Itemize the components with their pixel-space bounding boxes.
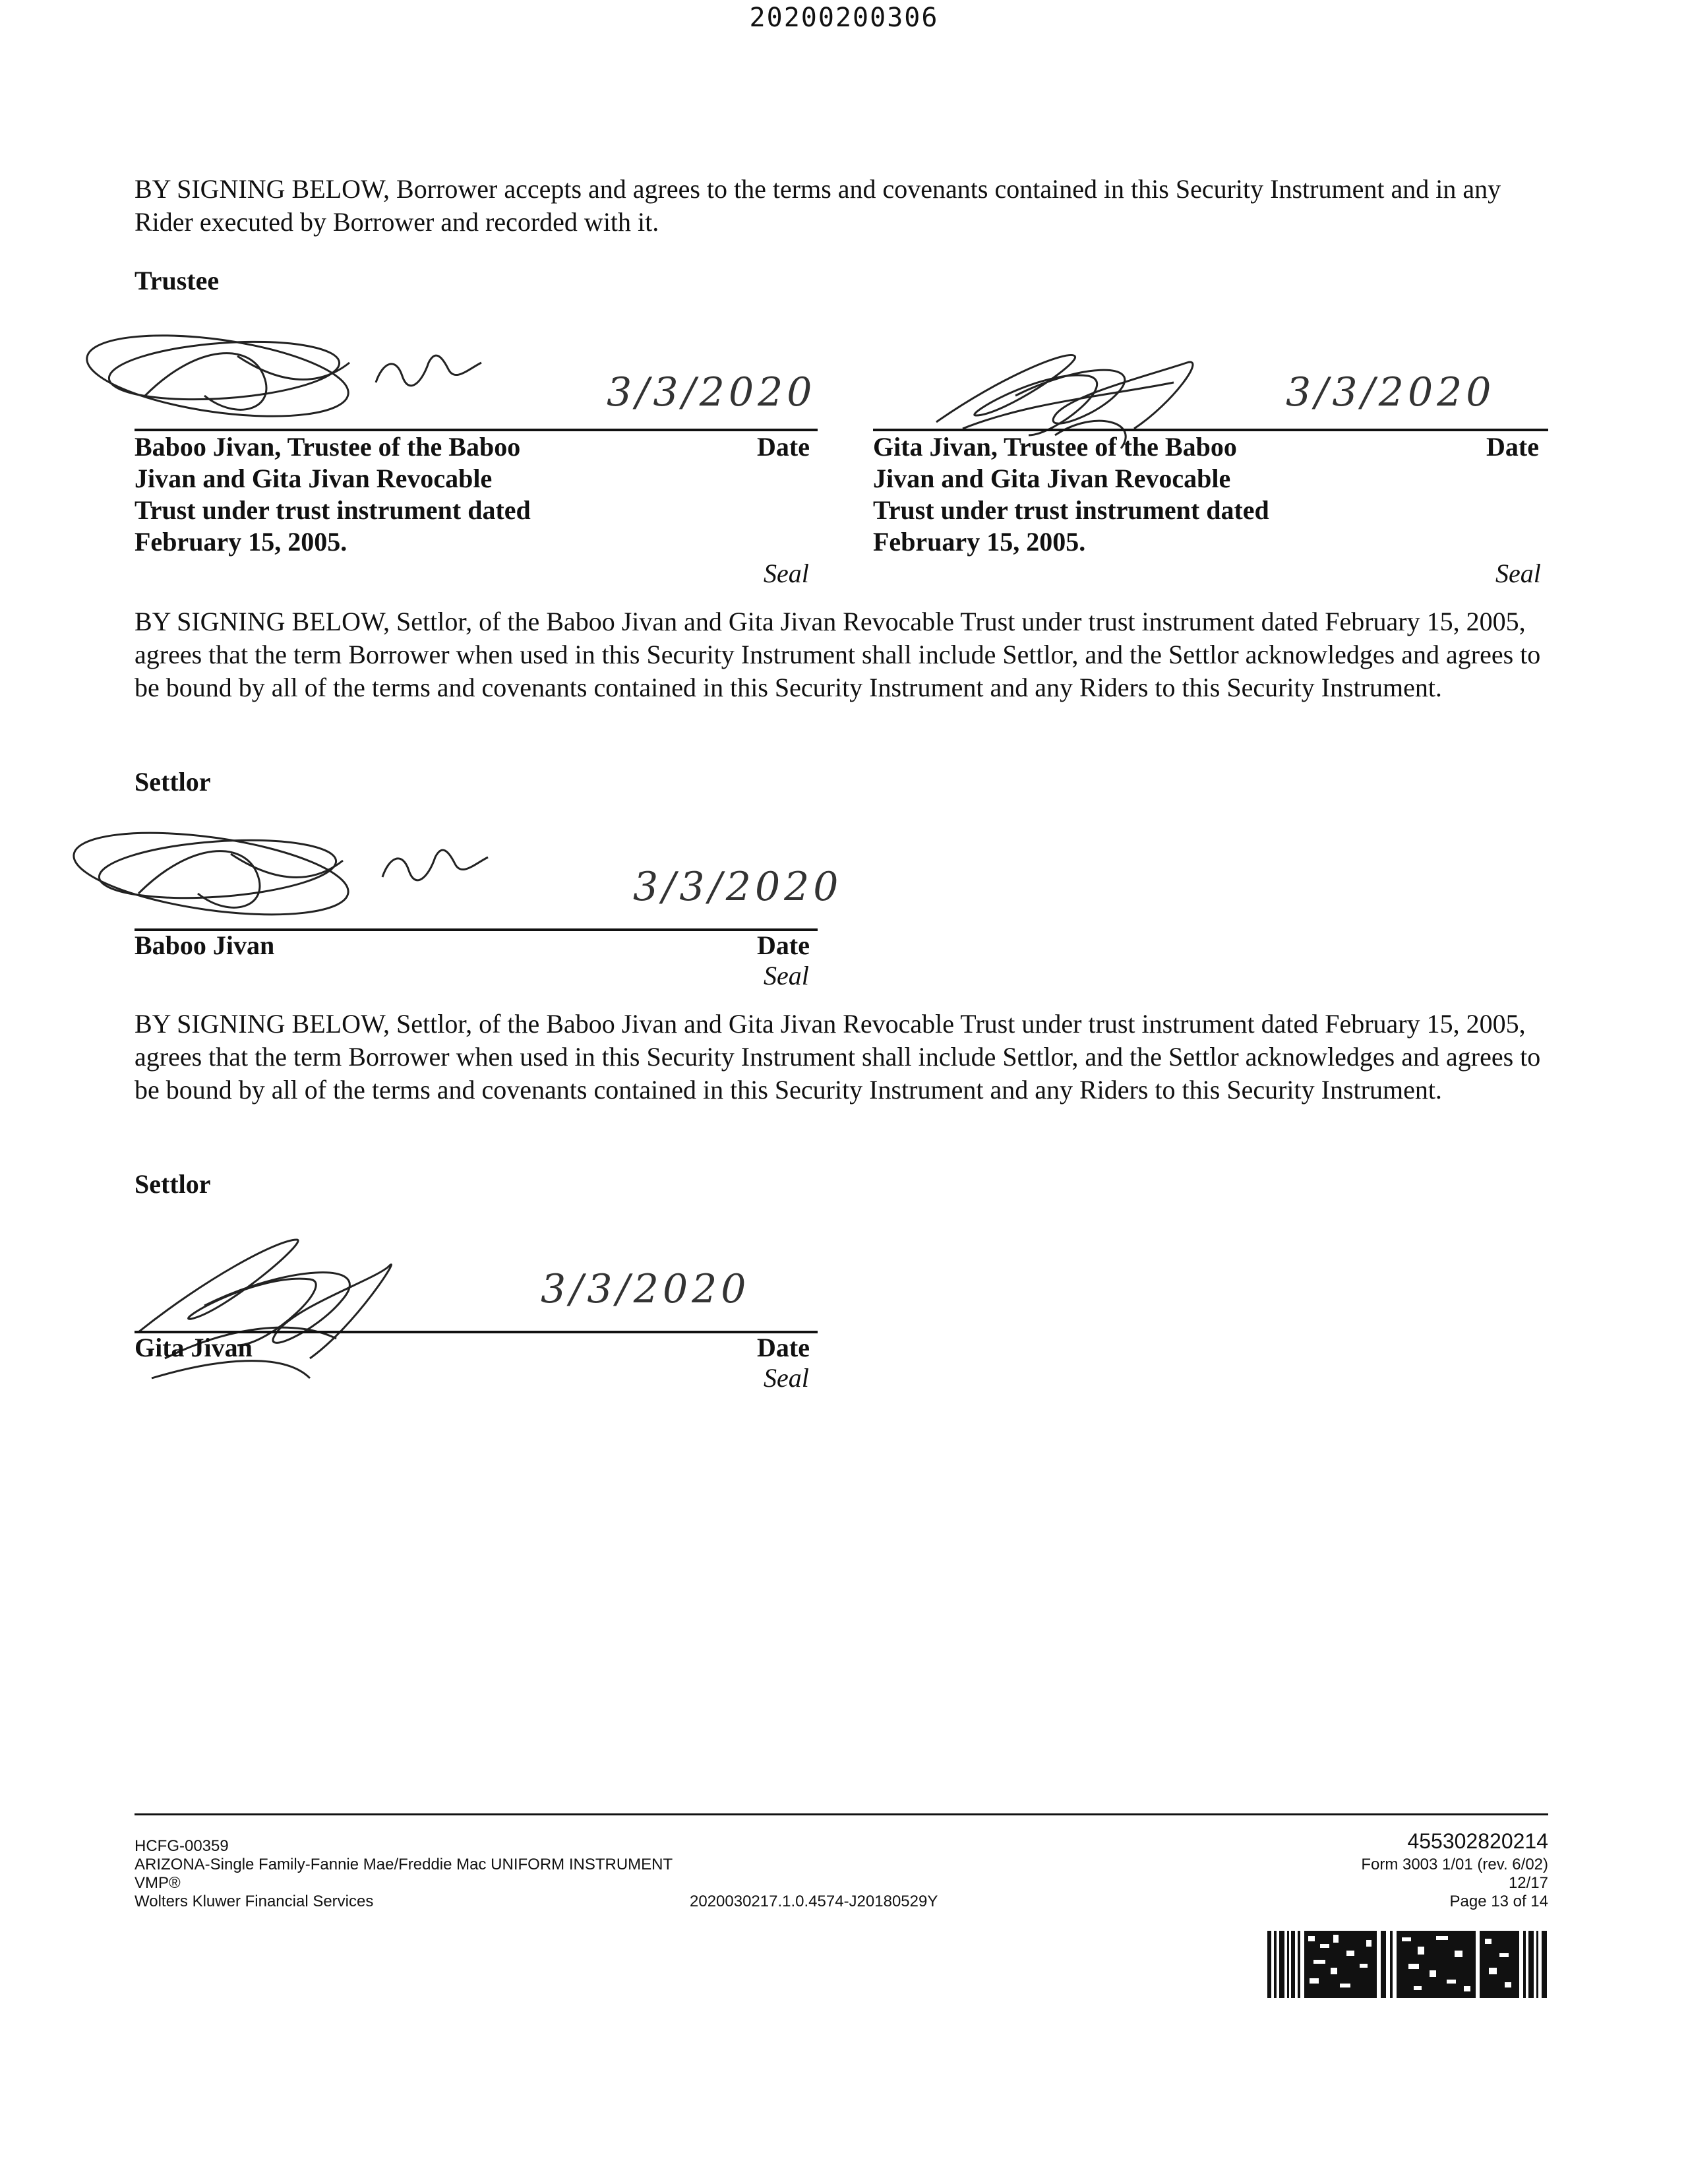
- handwritten-date-settlor-2: 3/3/2020: [541, 1266, 750, 1312]
- signer-name-line: February 15, 2005.: [135, 527, 347, 557]
- signer-name-line: Trust under trust instrument dated: [873, 495, 1269, 525]
- trustee-heading: Trustee: [135, 266, 220, 295]
- seal-label-settlor-1: Seal: [764, 961, 809, 990]
- signer-name-line: February 15, 2005.: [873, 527, 1086, 557]
- footer-doc-code: 2020030217.1.0.4574-J20180529Y: [690, 1893, 938, 1910]
- signer-name-line: Trust under trust instrument dated: [135, 495, 531, 525]
- settlor-heading-2: Settlor: [135, 1169, 211, 1199]
- date-label-trustee-1: Date: [757, 432, 810, 462]
- seal-label-trustee-1: Seal: [764, 559, 809, 588]
- signer-name-line: Baboo Jivan, Trustee of the Baboo: [135, 432, 521, 462]
- loan-number: 455302820214: [1407, 1829, 1548, 1853]
- handwritten-date-settlor-1: 3/3/2020: [633, 864, 843, 910]
- signature-gita-jivan-settlor: [125, 1227, 429, 1391]
- borrower-clause: BY SIGNING BELOW, Borrower accepts and agrees to the terms and covenants contained in this Security Instrument and in any Rider executed by Borrower and recorded with it.: [135, 174, 1501, 237]
- footer-page-number: Page 13 of 14: [1449, 1893, 1548, 1910]
- seal-label-settlor-2: Seal: [764, 1363, 809, 1393]
- settlor-clause-2: BY SIGNING BELOW, Settlor, of the Baboo Jivan and Gita Jivan Revocable Trust under trust instrument dated February 15, 2005, agrees that the term Borrower when used in this Security Instrument shall include Settlor, and the Settlor acknowledges and agrees to be bound by all of the terms and covenants contained in this Security Instrument and any Riders to this Security Instrument.: [135, 1009, 1541, 1105]
- handwritten-date-trustee-2: 3/3/2020: [1286, 369, 1495, 415]
- footer-instrument-type: ARIZONA-Single Family-Fannie Mae/Freddie Mac UNIFORM INSTRUMENT: [135, 1856, 673, 1873]
- signer-name-line: Jivan and Gita Jivan Revocable: [135, 464, 493, 493]
- record-number: 20200200306: [749, 3, 939, 33]
- date-label-settlor-2: Date: [757, 1333, 810, 1362]
- date-label-settlor-1: Date: [757, 930, 810, 960]
- signer-name-line: Gita Jivan, Trustee of the Baboo: [873, 432, 1237, 462]
- signer-name-line: Jivan and Gita Jivan Revocable: [873, 464, 1231, 493]
- signer-name-settlor-1: Baboo Jivan: [135, 930, 275, 960]
- handwritten-date-trustee-1: 3/3/2020: [607, 369, 816, 415]
- settlor-clause-1: BY SIGNING BELOW, Settlor, of the Baboo Jivan and Gita Jivan Revocable Trust under trust instrument dated February 15, 2005, agrees that the term Borrower when used in this Security Instrument shall include Settlor, and the Settlor acknowledges and agrees to be bound by all of the terms and covenants contained in this Security Instrument and any Riders to this Security Instrument.: [135, 607, 1541, 702]
- footer-publisher: Wolters Kluwer Financial Services: [135, 1893, 374, 1910]
- footer-version: 12/17: [1508, 1874, 1548, 1892]
- footer-form-id: HCFG-00359: [135, 1837, 229, 1855]
- footer-vmp: VMP®: [135, 1874, 181, 1892]
- seal-label-trustee-2: Seal: [1495, 559, 1541, 588]
- signature-baboo-jivan-trustee: [66, 317, 580, 435]
- barcode-icon: [1267, 1931, 1547, 1998]
- date-label-trustee-2: Date: [1486, 432, 1539, 462]
- footer-rule: [135, 1813, 1548, 1815]
- signer-name-trustee-2: [873, 431, 1374, 558]
- footer-form-number: Form 3003 1/01 (rev. 6/02): [1361, 1856, 1548, 1873]
- footer-right: [1219, 1856, 1548, 1911]
- settlor-heading-1: Settlor: [135, 767, 211, 797]
- signature-baboo-jivan-settlor: [53, 811, 567, 930]
- signer-name-trustee-1: [135, 431, 636, 558]
- signer-name-settlor-2: Gita Jivan: [135, 1333, 253, 1362]
